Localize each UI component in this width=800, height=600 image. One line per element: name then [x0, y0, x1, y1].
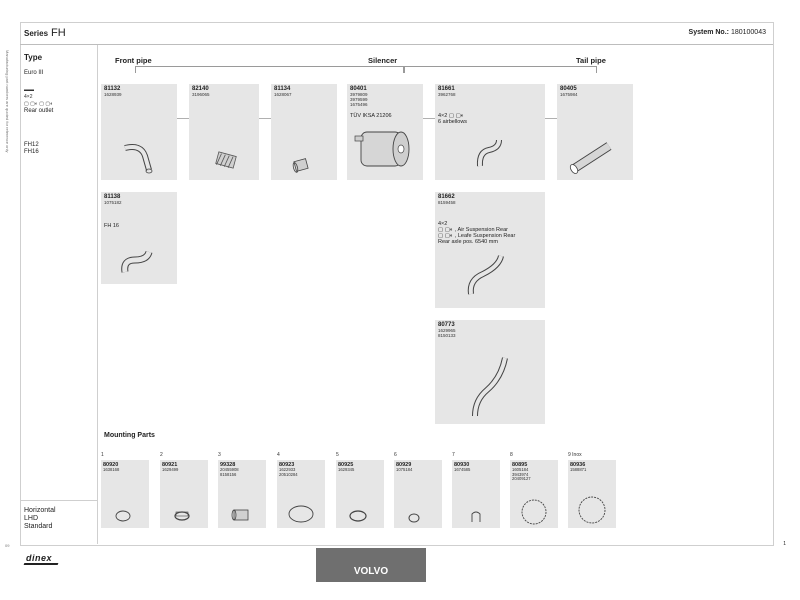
- part-ref: 20510284: [279, 471, 298, 477]
- part-number: 81132: [104, 86, 121, 92]
- part-ref: 8158156: [220, 471, 237, 477]
- system-number: [689, 29, 766, 36]
- section-tail-pipe: Tail pipe: [576, 56, 606, 65]
- logo-swoosh: [24, 563, 59, 565]
- part-number: 80929: [396, 462, 412, 468]
- part-number: 82140: [192, 86, 209, 92]
- mounting-card-80925[interactable]: [336, 460, 384, 528]
- mounting-part-icon: [394, 460, 442, 528]
- part-number: 80895: [512, 462, 528, 468]
- mounting-index: 5: [336, 452, 339, 458]
- mounting-card-80936[interactable]: [568, 460, 616, 528]
- part-card-80773[interactable]: [435, 320, 545, 424]
- series-label: [24, 27, 66, 39]
- tail-pipe-icon: [557, 84, 633, 180]
- part-card-81138[interactable]: [101, 192, 177, 284]
- mounting-part-icon: [510, 460, 558, 528]
- outlet-type: Rear outlet: [24, 108, 54, 114]
- part-number: 80921: [162, 462, 178, 468]
- approval-note: TÜV IKSA 21206: [350, 113, 392, 119]
- model-fh12: FH12: [24, 142, 39, 148]
- front-pipe-fh16-icon: [101, 192, 177, 284]
- mounting-index: 4: [277, 452, 280, 458]
- series-label-text: Series: [24, 29, 49, 38]
- part-ref: 1075184: [396, 467, 413, 472]
- mounting-index: 2: [160, 452, 163, 458]
- part-number: 80923: [279, 462, 295, 468]
- vehicle-config: [20, 500, 97, 531]
- left-column: [20, 45, 98, 544]
- config-horizontal: Horizontal: [24, 507, 56, 514]
- dinex-logo: dinex: [26, 553, 53, 563]
- part-ref: 1629345: [338, 467, 355, 472]
- silencer-icon: [347, 84, 423, 180]
- mounting-card-80923[interactable]: [277, 460, 325, 528]
- tail-pipe-s-bend-icon: [435, 320, 545, 424]
- bracket-front: [135, 66, 405, 73]
- tail-bend-icon: [435, 84, 545, 180]
- part-ref-1: 3979809: [350, 92, 368, 97]
- mounting-part-icon: [568, 460, 616, 528]
- left-mark: 09: [5, 543, 10, 548]
- part-ref: 20409127: [512, 476, 531, 481]
- bracket-tail: [403, 66, 597, 73]
- section-silencer: Silencer: [368, 56, 398, 65]
- part-card-81662[interactable]: [435, 192, 545, 308]
- part-number: 80920: [103, 462, 119, 468]
- part-number: 80401: [350, 86, 367, 92]
- part-ref: 20455908: [220, 467, 239, 472]
- type-title: Type: [24, 53, 43, 62]
- suspension-icons: ▢ ▢◐ ▢ ▢◐: [24, 101, 54, 107]
- mounting-part-icon: [218, 460, 266, 528]
- model-fh16: FH16: [24, 149, 39, 155]
- air-suspension-note: ▢ ▢◐ , Air Suspension Rear: [438, 227, 508, 233]
- part-ref: 1628939: [104, 92, 122, 97]
- part-number: 81661: [438, 86, 455, 92]
- part-number: 99328: [220, 462, 236, 468]
- connector: [259, 118, 271, 119]
- part-card-81132[interactable]: [101, 84, 177, 180]
- mounting-part-icon: [101, 460, 149, 528]
- part-card-80405[interactable]: [557, 84, 633, 180]
- emission-class: Euro III: [24, 70, 44, 76]
- part-ref: 3943974: [512, 471, 529, 477]
- mounting-part-icon: [336, 460, 384, 528]
- mounting-card-80920[interactable]: [101, 460, 149, 528]
- axle-config: 4×2: [24, 94, 33, 100]
- model-note: FH 16: [104, 223, 119, 229]
- part-number: 80936: [570, 462, 586, 468]
- part-ref: 1622933: [279, 467, 296, 472]
- mounting-card-80895[interactable]: [510, 460, 558, 528]
- mounting-index: 8: [510, 452, 513, 458]
- part-ref: 1629499: [162, 467, 179, 472]
- leaf-suspension-note: ▢ ▢◐ , Leafe Suspension Rear: [438, 233, 516, 239]
- part-ref-3: 1675496: [350, 102, 368, 107]
- system-number-label: System No.:: [688, 29, 729, 36]
- brand-label: VOLVO: [316, 548, 426, 582]
- part-ref: 1675984: [560, 92, 578, 97]
- part-number: 80930: [454, 462, 470, 468]
- mounting-part-icon: [277, 460, 325, 528]
- connector: [177, 118, 189, 119]
- mounting-index: 1: [101, 452, 104, 458]
- mounting-part-icon: [160, 460, 208, 528]
- mounting-index: 3: [218, 452, 221, 458]
- header-rule: [20, 44, 773, 45]
- part-ref-1: 1629965: [438, 328, 456, 333]
- connector: [423, 118, 435, 119]
- mounting-card-80930[interactable]: [452, 460, 500, 528]
- mounting-index: 6: [394, 452, 397, 458]
- section-front-pipe: Front pipe: [115, 56, 152, 65]
- mounting-part-icon: [452, 460, 500, 528]
- part-number: 80405: [560, 86, 577, 92]
- part-card-80401[interactable]: [347, 84, 423, 180]
- mounting-index: 9 Inox: [568, 452, 582, 458]
- part-card-82140[interactable]: [189, 84, 259, 180]
- part-number: 80925: [338, 462, 354, 468]
- part-ref: 8159458: [438, 200, 456, 205]
- axle-note: 4×2: [438, 221, 448, 227]
- tail-pipe-long-icon: [435, 192, 545, 308]
- mounting-card-99328[interactable]: [218, 460, 266, 528]
- connector: [545, 118, 557, 119]
- part-card-81661[interactable]: [435, 84, 545, 180]
- part-ref: 3962768: [438, 92, 456, 97]
- series-value: FH: [51, 27, 66, 39]
- page-mark: 1: [783, 541, 786, 547]
- pipe-sleeve-icon: [271, 84, 337, 180]
- airbellows-note: 6 airbellows: [438, 119, 468, 125]
- mounting-index: 7: [452, 452, 455, 458]
- mounting-card-80921[interactable]: [160, 460, 208, 528]
- part-number: 81134: [274, 86, 291, 92]
- part-number: 81138: [104, 194, 121, 200]
- part-ref-2: 8150133: [438, 333, 456, 338]
- flex-hose-icon: [189, 84, 259, 180]
- part-ref: 1638168: [103, 467, 120, 472]
- config-lhd: LHD: [24, 515, 39, 522]
- axle-note: 4×2 ▢ ▢◐: [438, 113, 465, 119]
- system-number-value: 180100043: [730, 29, 766, 36]
- part-ref: 1674585: [454, 467, 471, 472]
- config-standard: Standard: [24, 523, 53, 530]
- part-ref: 3196065: [192, 92, 210, 97]
- part-ref-2: 3979599: [350, 97, 368, 102]
- part-ref: 1605184: [512, 467, 529, 472]
- truck-icon: ▬▬: [24, 87, 34, 93]
- part-ref: 1075182: [104, 200, 122, 205]
- part-ref: 1588871: [570, 467, 587, 472]
- vertical-note: Manufacturing part numbers are quoted for reference only: [5, 50, 10, 153]
- mounting-card-80929[interactable]: [394, 460, 442, 528]
- part-number: 81662: [438, 194, 455, 200]
- axle-position-note: Rear axle pos. 6540 mm: [438, 239, 498, 245]
- part-number: 80773: [438, 322, 455, 328]
- front-pipe-bend-icon: [101, 84, 177, 180]
- mounting-parts-title: Mounting Parts: [104, 432, 155, 439]
- part-ref: 1628067: [274, 92, 292, 97]
- part-card-81134[interactable]: [271, 84, 337, 180]
